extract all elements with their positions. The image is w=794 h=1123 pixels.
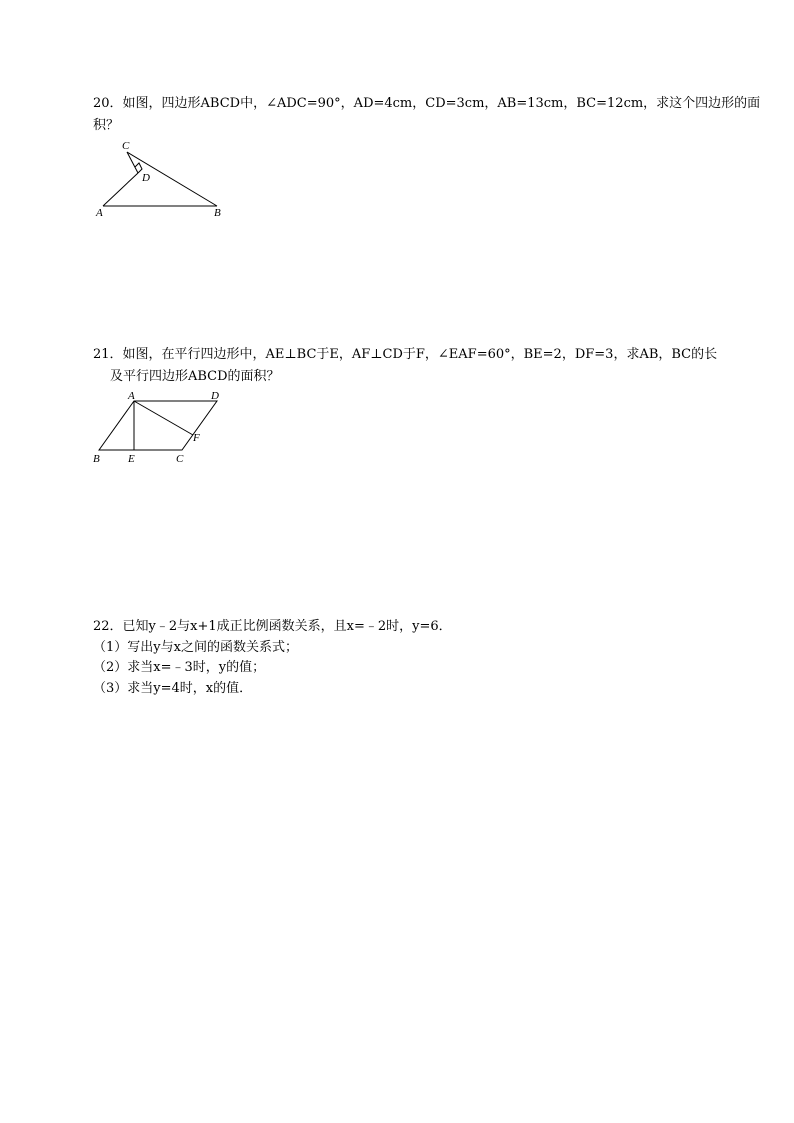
q21-label-d: D (211, 390, 219, 402)
q21-label-e: E (128, 453, 135, 465)
q21-label-f: F (193, 432, 200, 444)
q21-segment-af (134, 401, 193, 435)
q20-label-d: D (142, 172, 150, 184)
q20-text-line1: 20．如图，四边形ABCD中，∠ADC=90°，AD=4cm，CD=3cm，AB=13cm，BC=12cm，求这个四边形的面 (93, 96, 761, 111)
q20-right-angle-mark (135, 163, 142, 173)
q22-part3: （3）求当y=4时，x的值． (93, 681, 253, 696)
q21-label-b: B (93, 453, 100, 465)
q20-figure (90, 138, 250, 218)
q21-text-line2: 及平行四边形ABCD的面积？ (110, 369, 280, 384)
q20-label-c: C (122, 140, 130, 152)
q20-segment-bc (127, 152, 217, 206)
q20-text-line2: 积？ (93, 118, 120, 133)
q22-part1: （1）写出y与x之间的函数关系式； (93, 640, 298, 655)
q21-label-c: C (176, 453, 184, 465)
q20-segment-da (103, 173, 138, 206)
q20-label-a: A (96, 207, 103, 218)
q21-text-line1: 21．如图，在平行四边形中，AE⊥BC于E，AF⊥CD于F，∠EAF=60°，BE=2，DF=3，求AB，BC的长 (93, 347, 718, 362)
q21-label-a: A (128, 390, 135, 402)
q20-label-b: B (214, 207, 221, 218)
q22-part2: （2）求当x=﹣3时，y的值； (93, 660, 266, 675)
q22-text-line1: 22．已知y﹣2与x+1成正比例函数关系，且x=﹣2时，y=6． (93, 619, 452, 634)
q21-figure (90, 388, 250, 468)
